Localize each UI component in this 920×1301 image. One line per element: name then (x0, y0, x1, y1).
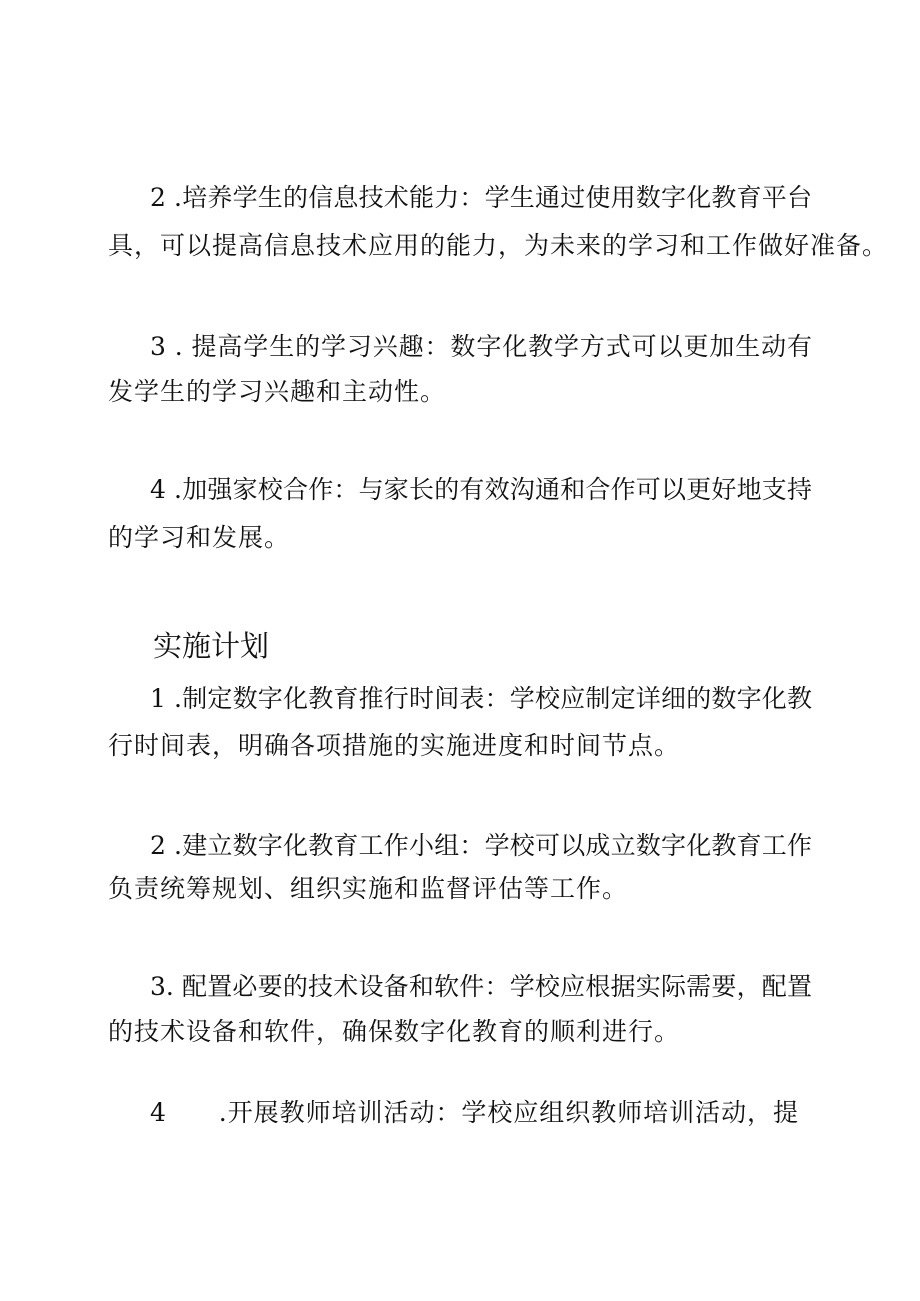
plan-3-line-1: 3. 配置必要的技术设备和软件：学校应根据实际需要，配置 (150, 972, 812, 1001)
plan-2-line-1: 2 .建立数字化教育工作小组：学校可以成立数字化教育工作 (150, 831, 812, 860)
plan-3-line-2: 的技术设备和软件，确保数字化教育的顺利进行。 (108, 1017, 681, 1046)
benefit-3-line-1: 3 . 提高学生的学习兴趣：数字化教学方式可以更加生动有 (150, 332, 812, 361)
plan-1-line-2: 行时间表，明确各项措施的实施进度和时间节点。 (108, 731, 681, 760)
benefit-4-line-2: 的学习和发展。 (108, 523, 291, 552)
benefit-3-line-2: 发学生的学习兴趣和主动性。 (108, 377, 447, 406)
plan-4-line-1: 4 .开展教师培训活动：学校应组织教师培训活动，提 (150, 1098, 798, 1127)
plan-2-line-2: 负责统筹规划、组织实施和监督评估等工作。 (108, 874, 629, 903)
section-heading: 实施计划 (153, 629, 270, 663)
benefit-2-line-1: 2 .培养学生的信息技术能力：学生通过使用数字化教育平台 (150, 183, 812, 212)
plan-1-line-1: 1 .制定数字化教育推行时间表：学校应制定详细的数字化教 (150, 684, 812, 713)
benefit-4-line-1: 4 .加强家校合作：与家长的有效沟通和合作可以更好地支持 (150, 475, 812, 504)
benefit-2-line-2: 具，可以提高信息技术应用的能力，为未来的学习和工作做好准备。 (108, 231, 889, 260)
